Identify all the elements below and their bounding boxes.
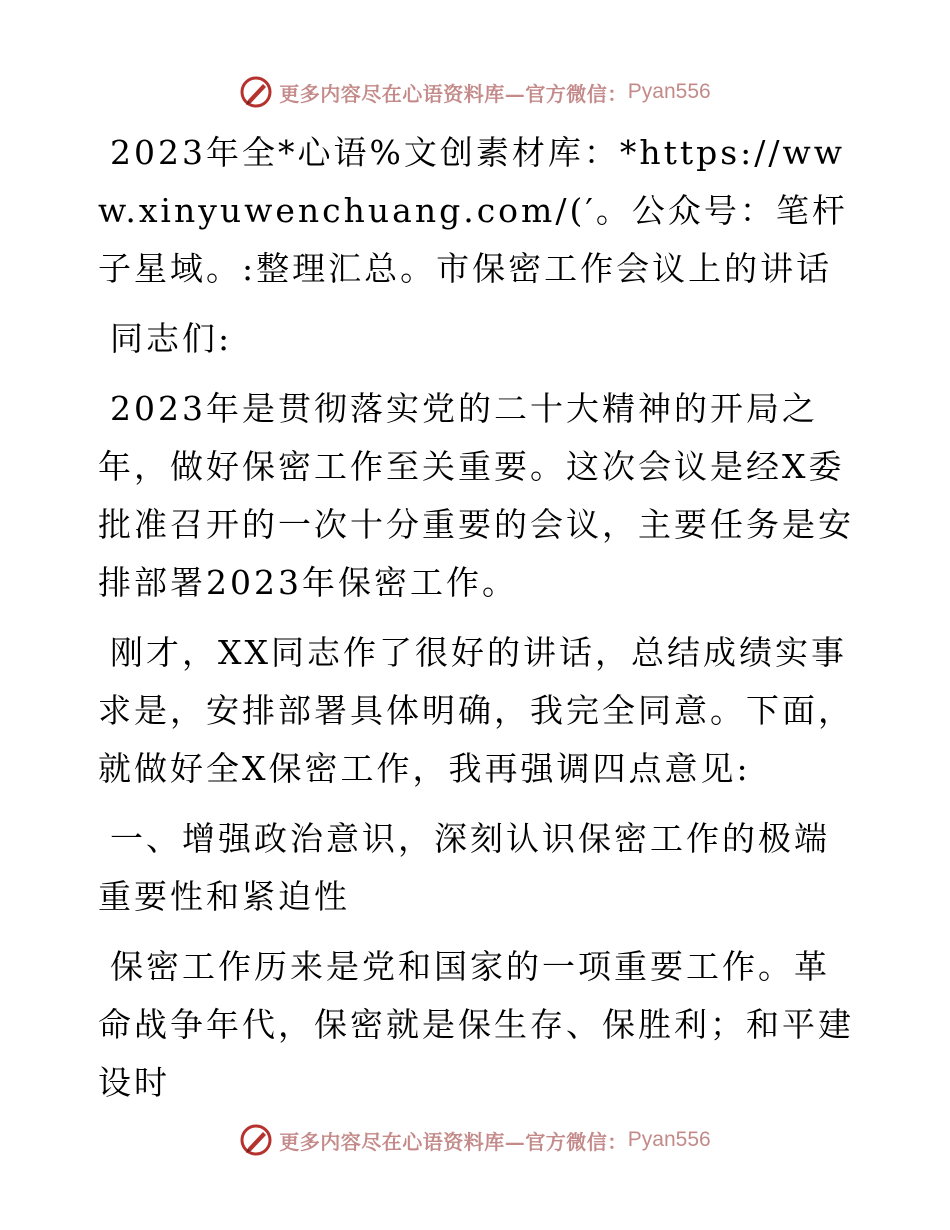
header-watermark-id: Pyan556 [627,80,711,103]
paragraph-intro: 2023年是贯彻落实党的二十大精神的开局之年，做好保密工作至关重要。这次会议是经X委批准召开的一次十分重要的会议，主要任务是安排部署2023年保密工作。 [98,389,854,602]
pen-swirl-logo-icon [239,75,273,109]
document-body [98,124,858,1112]
footer-watermark-text: 更多内容尽在心语资料库—官方微信： [279,1129,628,1154]
paragraph-source-and-title: 2023年全*心语%文创素材库：*https://www.xinyuwenchuang.com/(′。公众号：笔杆子星域。:整理汇总。市保密工作会议上的讲话 [98,133,848,288]
header-watermark-text: 更多内容尽在心语资料库—官方微信： [279,81,628,106]
paragraph-history: 保密工作历来是党和国家的一项重要工作。革命战争年代，保密就是保生存、保胜利；和平建设时 [98,947,854,1102]
footer-watermark-id: Pyan556 [627,1128,711,1151]
header-watermark [0,72,950,112]
section-heading-one: 一、增强政治意识，深刻认识保密工作的极端重要性和紧迫性 [98,819,830,916]
footer-watermark [0,1120,950,1160]
pen-swirl-logo-icon [239,1123,273,1157]
paragraph-salutation: 同志们: [110,319,233,358]
paragraph-agreement: 刚才，XX同志作了很好的讲话，总结成绩实事求是，安排部署具体明确，我完全同意。下面，就做好全X保密工作，我再强调四点意见: [98,633,854,788]
